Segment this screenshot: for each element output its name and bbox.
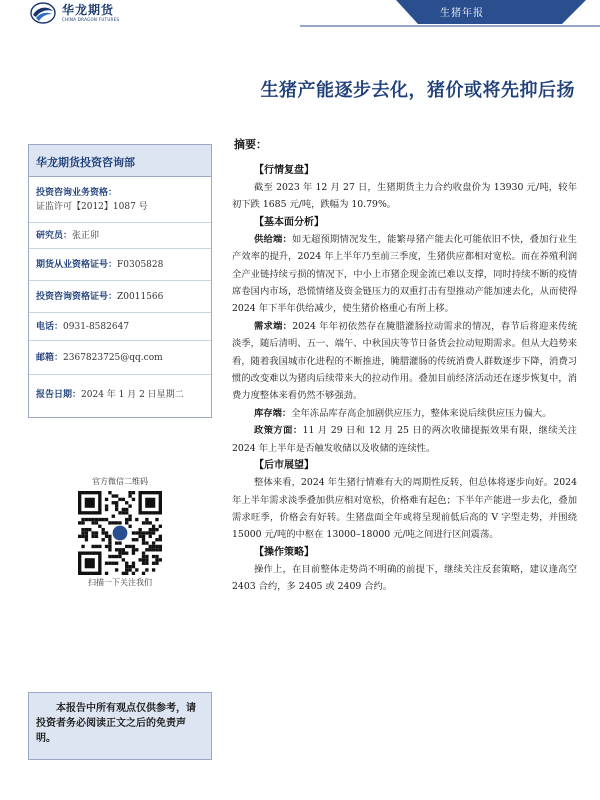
email-value[interactable]: 2367823725@qq.com xyxy=(63,352,163,363)
policy-paragraph xyxy=(232,422,577,457)
futures-cert-value: F0305828 xyxy=(117,259,164,270)
report-date-row xyxy=(29,375,211,415)
qualification-value: 证监许可【2012】1087 号 xyxy=(36,201,148,212)
company-logo xyxy=(30,0,119,26)
qualification-label: 投资咨询业务资格： xyxy=(36,187,118,198)
inventory-text: 全年冻品库存高企加剧供应压力，整体来说后续供应压力偏大。 xyxy=(291,407,552,419)
abstract-section xyxy=(232,136,577,596)
researcher-row xyxy=(29,223,211,249)
email-row xyxy=(29,341,211,375)
demand-paragraph xyxy=(232,318,577,405)
wechat-qr-code[interactable] xyxy=(78,491,162,575)
supply-lead: 供给端： xyxy=(254,233,293,245)
phone-value: 0931-8582647 xyxy=(63,321,130,332)
analyst-info-panel xyxy=(28,144,212,418)
outlook-text: 整体来看，2024 年生猪行情难有大的周期性反转，但总体将逐步向好。2024 年上半年需求淡季叠加供应相对宽松，价格难有起色；下半年产能进一步去化，叠加需求旺季，价格会有好转。生猪盘面全年或将呈现前低后高的 V 字型走势，并围绕 15000 元/吨的中枢在 13000–18000 元/吨之间进行区间震荡。 xyxy=(232,477,577,541)
fundamental-heading: 【基本面分析】 xyxy=(254,216,324,228)
supply-text: 如无超预期情况发生，能繁母猪产能去化可能依旧不快，叠加行业生产效率的提升，2024 年上半年乃至前三季度，生猪供应都相对宽松。而在养殖利润全产业链持续亏损的情况下，中小上市猪企现金流已难以支撑，同时持续不断的疫情席卷国内市场，恐慌情绪及资金链压力的双重打击有望推动产能加速去化，从而使得 2024 年下半年供给减少，使生猪价格重心有所上移。 xyxy=(232,233,577,315)
demand-lead: 需求端： xyxy=(254,320,293,332)
qualification-row xyxy=(29,177,211,223)
qr-caption-bottom: 扫描一下关注我们 xyxy=(88,578,152,587)
qr-caption-top: 官方微信二维码 xyxy=(92,477,148,486)
policy-text: 11 月 29 日和 12 月 25 日的两次收储提振效果有限，继续关注 2024 年上半年是否触发收储以及收储的连续性。 xyxy=(232,425,577,454)
researcher-value: 张正卯 xyxy=(72,230,100,241)
advisory-cert-label: 投资咨询资格证号： xyxy=(36,291,118,302)
logo-chinese-name: 华龙期货 xyxy=(62,3,115,17)
demand-text: 2024 年年初依然存在腌腊灌肠拉动需求的情况，春节后将迎来传统淡季，随后清明、五一、端午、中秋国庆等节日备货会拉动短期需求。但从大趋势来看，随着我国城市化进程的不断推进，腌腊灌肠的传统消费人群数逐步下降，消费习惯的改变难以为猪肉后续带来大的拉动作用。叠加目前经济活动还在逐步恢复中，消费力度整体来看仍然不够强劲。 xyxy=(232,320,577,402)
wechat-qr-block xyxy=(66,476,174,612)
futures-cert-row xyxy=(29,249,211,281)
policy-lead: 政策方面： xyxy=(254,425,303,437)
market-review-heading: 【行情复盘】 xyxy=(254,165,314,176)
phone-row xyxy=(29,313,211,341)
page-header xyxy=(0,0,600,28)
phone-label: 电话： xyxy=(36,321,64,332)
advisory-cert-value: Z0011566 xyxy=(117,291,164,302)
report-date-value: 2024 年 1 月 2 日星期二 xyxy=(81,390,184,400)
department-heading: 华龙期货投资咨询部 xyxy=(29,145,211,177)
futures-cert-label: 期货从业资格证号： xyxy=(36,259,118,270)
logo-english-name: CHINA DRAGON FUTURES xyxy=(62,17,120,22)
abstract-title: 摘要： xyxy=(234,138,267,151)
outlook-heading: 【后市展望】 xyxy=(254,460,314,472)
strategy-heading: 【操作策略】 xyxy=(254,546,314,558)
report-date-label: 报告日期： xyxy=(36,390,82,400)
advisory-cert-row xyxy=(29,281,211,313)
report-type-label: 生猪年报 xyxy=(440,8,484,19)
email-label: 邮箱： xyxy=(36,352,64,363)
inventory-lead: 库存端： xyxy=(254,407,292,419)
disclaimer-box: 本报告中所有观点仅供参考，请投资者务必阅读正文之后的免责声明。 xyxy=(28,692,212,760)
strategy-text: 操作上，在目前整体走势尚不明确的前提下，继续关注反套策略，建议逢高空 2403 合约，多 2405 或 2409 合约。 xyxy=(232,563,577,593)
researcher-label: 研究员： xyxy=(36,230,73,241)
market-review-text: 截至 2023 年 12 月 27 日，生猪期货主力合约收盘价为 13930 元/吨，较年初下跌 1685 元/吨，跌幅为 10.79%。 xyxy=(232,182,577,211)
dragon-logo-icon xyxy=(30,2,56,24)
supply-paragraph xyxy=(232,231,577,318)
report-title: 生猪产能逐步去化，猪价或将先抑后扬 xyxy=(260,80,575,101)
inventory-paragraph xyxy=(232,405,577,422)
